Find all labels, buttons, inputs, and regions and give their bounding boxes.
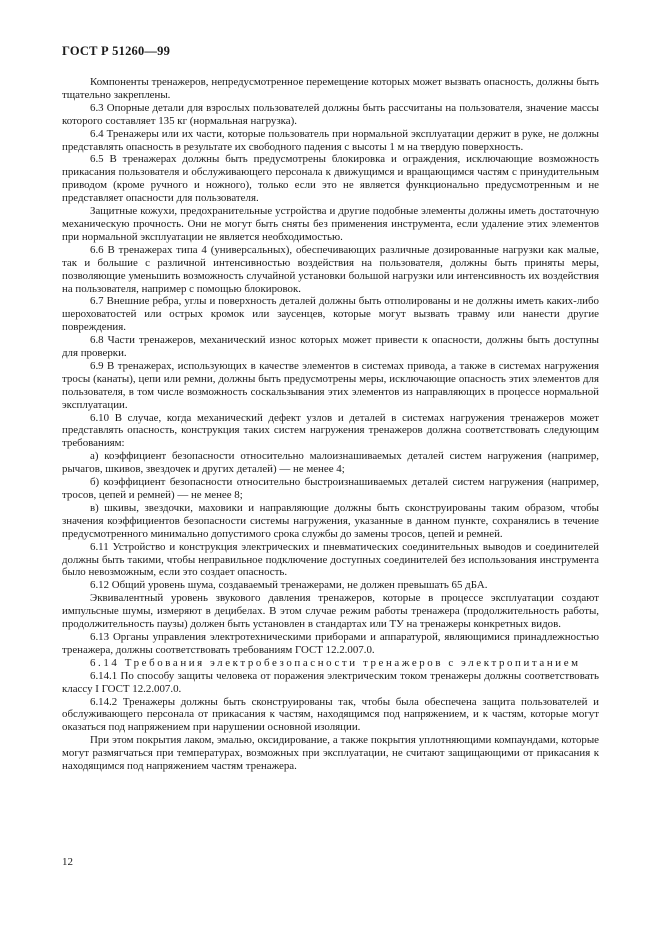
paragraph-6-10-b: б) коэффициент безопасности относительно быстроизнашиваемых деталей систем нагружения (например, тросов, цепей и ремней) — не менее 8; [62,476,599,501]
paragraph-6-7: 6.7 Внешние ребра, углы и поверхность деталей должны быть отполированы и не должны иметь каких-либо шероховатостей или острых кромок или заусенцев, которые могут вызвать травму или нанести другие повреждения. [62,295,599,334]
paragraph-6-10-a: а) коэффициент безопасности относительно малоизнашиваемых деталей систем нагружения (например, рычагов, шкивов, звездочек и других деталей) — не менее 4; [62,450,599,476]
paragraph-6-12-equivalent: Эквивалентный уровень звукового давления тренажеров, которые в процессе эксплуатации создают импульсные шумы, измеряют в децибелах. В этом случае режим работы тренажера (продолжительность работы, продолжительность паузы) должен быть установлен в стандартах или ТУ на тренажеры конкретных видов. [62,592,599,631]
paragraph-6-9: 6.9 В тренажерах, использующих в качестве элементов в системах привода, а также в системах нагружения тросы (канаты), цепи или ремни, должны быть предусмотрены меры, исключающие опасность этих элементов для пользователя, в том числе возможность соскальзывания этих элементов из направляющих в процессе нормальной эксплуатации. [62,359,599,411]
paragraph-6-12: 6.12 Общий уровень шума, создаваемый тренажерами, не должен превышать 65 дБА. [90,579,488,592]
paragraph-6-11: 6.11 Устройство и конструкция электрических и пневматических соединительных выводов и соединителей должны быть такими, чтобы неправильное подключение доступных соединителей без использования инструмента было невозможным, если это создает опасность. [62,540,599,579]
paragraph-6-14-2: 6.14.2 Тренажеры должны быть сконструированы так, чтобы была обеспечена защита пользователей и обслуживающего персонала от прикасания к частям, находящимся под напряжением, и к частям, которые могут оказаться под напряжением при нарушении основной изоляции. [62,695,599,734]
page-header-standard-id: ГОСТ Р 51260—99 [62,44,171,58]
paragraph-6-10-v: в) шкивы, звездочки, маховики и направляющие должны быть сконструированы таким образом, чтобы значения коэффициентов безопасности системы нагружения, указанные в данном пункте, сохранялись в течение предусмотренного минимально допустимого срока службы до замены тросов, цепей и ремней. [62,501,599,540]
paragraph-6-3: 6.3 Опорные детали для взрослых пользователей должны быть рассчитаны на пользователя, значение массы которого составляет 135 кг (нормальная нагрузка). [62,101,599,127]
document-body [62,76,599,773]
paragraph-6-5: 6.5 В тренажерах должны быть предусмотрены блокировка и ограждения, исключающие возможность прикасания пользователя и обслуживающего персонала к движущимся и вращающимся частям с принудительным приводом (кроме ручного и ножного), только если это не является функционально предусмотренным и не представляет опасности для пользователя. [62,153,599,205]
paragraph-6-14-2-coatings: При этом покрытия лаком, эмалью, оксидирование, а также покрытия уплотняющими компаундами, которые могут размягчаться при температурах, возможных при эксплуатации, не считают защищающими от прикасания к находящимся под напряжением частям тренажера. [62,734,599,773]
paragraph-6-8: 6.8 Части тренажеров, механический износ которых может привести к опасности, должны быть доступны для проверки. [62,334,599,360]
paragraph-6-13: 6.13 Органы управления электротехническими приборами и аппаратурой, являющимися принадлежностью тренажера, должны соответствовать требованиям ГОСТ 12.2.007.0. [62,630,599,656]
paragraph-6-10: 6.10 В случае, когда механический дефект узлов и деталей в системах нагружения тренажеров может представлять опасность, конструкция таких систем нагружения тренажеров должна соответствовать следующим требованиям: [62,411,599,450]
paragraph-6-5-guards: Защитные кожухи, предохранительные устройства и другие подобные элементы должны иметь достаточную механическую прочность. Они не могут быть сняты без применения инструмента, если удаление этих элементов при нормальной эксплуатации не является необходимостью. [62,205,599,243]
paragraph-6-4: 6.4 Тренажеры или их части, которые пользователь при нормальной эксплуатации держит в руке, не должны представлять опасность в результате их свободного падения с высоты 1 м на твердую поверхность. [62,127,599,153]
page-number: 12 [62,856,73,868]
paragraph-6-14-1: 6.14.1 По способу защиты человека от поражения электрическим током тренажеры должны соответствовать классу I ГОСТ 12.2.007.0. [62,669,599,695]
paragraph-6-2-cont: Компоненты тренажеров, непредусмотренное перемещение которых может вызвать опасность, должны быть тщательно закреплены. [62,76,599,101]
paragraph-6-6: 6.6 В тренажерах типа 4 (универсальных), обеспечивающих различные дозированные нагрузки как малые, так и большие с различной интенсивностью воздействия на пользователя, должны быть приняты меры, позволяющие уменьшить возможность случайной установки большой нагрузки или интенсивность их воздействия на пользователя, например с помощью блокировок. [62,243,599,295]
section-6-14-heading: 6.14 Требования электробезопасности тренажеров с электропитанием [90,656,581,669]
